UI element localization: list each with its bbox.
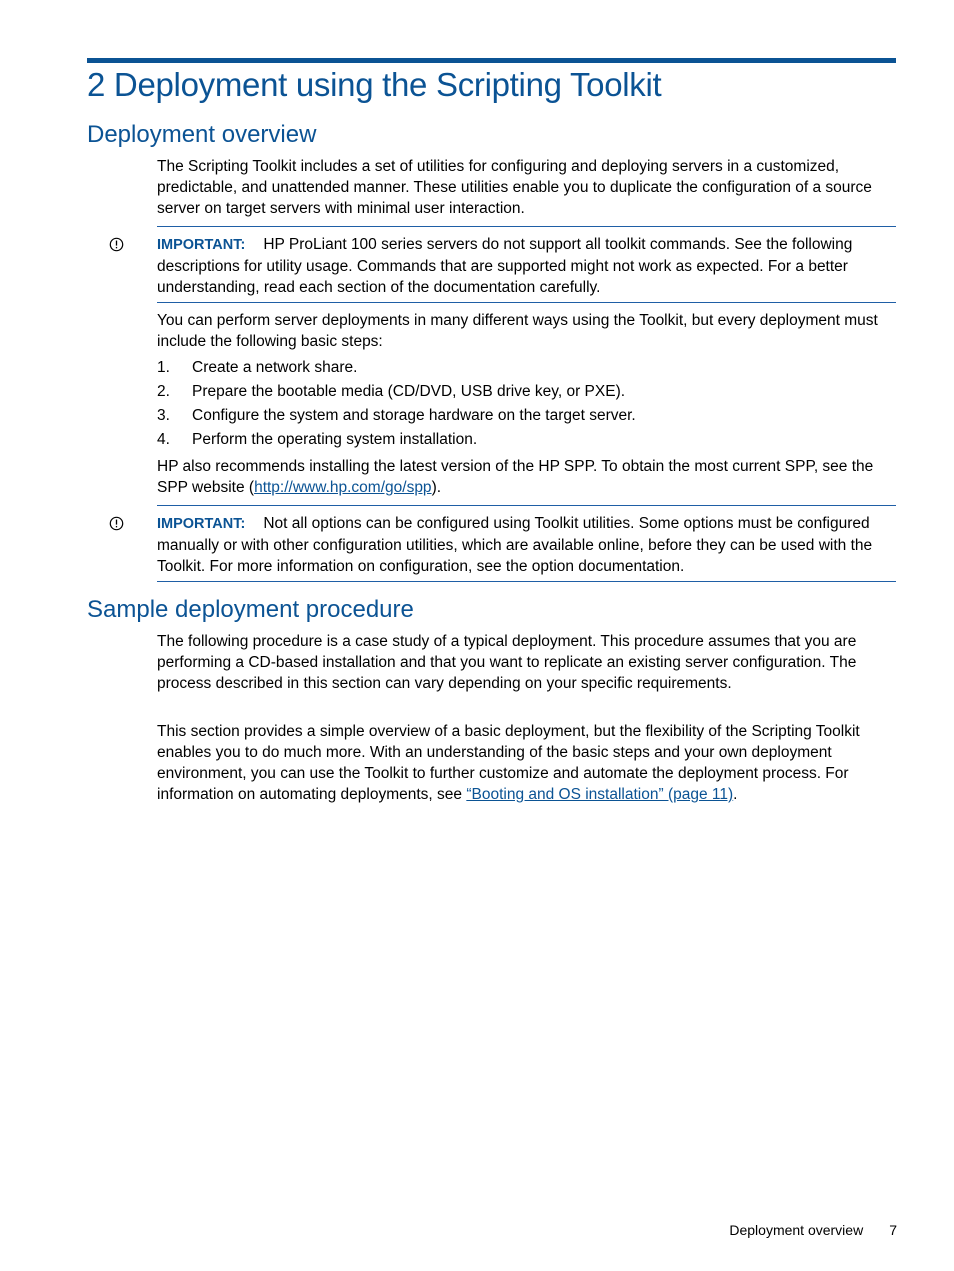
important-icon (109, 237, 124, 252)
step-number: 2. (157, 383, 170, 400)
important-note-bottom-rule (157, 302, 896, 303)
important-label: IMPORTANT: (157, 237, 246, 253)
step-text: Prepare the bootable media (CD/DVD, USB drive key, or PXE). (192, 383, 626, 400)
section-heading-sample-deployment: Sample deployment procedure (87, 596, 414, 623)
important-icon (109, 516, 124, 531)
step-text: Perform the operating system installation. (192, 431, 478, 448)
important-note-2-bottom-rule (157, 581, 896, 582)
footer-section-title: Deployment overview (729, 1222, 864, 1238)
page-number: 7 (889, 1222, 897, 1238)
booting-os-installation-link[interactable]: “Booting and OS installation” (page 11) (466, 786, 734, 803)
step-number: 4. (157, 431, 170, 448)
sample-paragraph-2-text: This section provides a simple overview of a basic deployment, but the flexibility of the Scripting Toolkit enables you to do much more. With an understanding of the basic steps and your own deployment environment, you can use the Toolkit to further customize and automate the deployment process. For information on automating deployments, see (157, 723, 860, 803)
spp-text-end: ). (431, 479, 442, 496)
important-note-2-top-rule (157, 505, 896, 506)
step-text: Create a network share. (192, 359, 358, 376)
important-note-2 (157, 513, 897, 577)
sample-paragraph-2-end: . (733, 786, 738, 803)
spp-website-link[interactable]: http://www.hp.com/go/spp (254, 479, 432, 496)
section-heading-deployment-overview: Deployment overview (87, 121, 317, 148)
steps-intro-paragraph: You can perform server deployments in many different ways using the Toolkit, but every deployment must include the following basic steps: (157, 312, 878, 350)
important-note-text: Not all options can be configured using Toolkit utilities. Some options must be configured manually or with other configuration utilities, which are available online, before they can be used with the Toolkit. For more information on configuration, see the option documentation. (157, 515, 873, 575)
important-note-1 (157, 234, 897, 298)
list-item (157, 357, 897, 379)
spp-paragraph (157, 456, 897, 498)
list-item (157, 429, 897, 451)
list-item (157, 381, 897, 403)
overview-intro-paragraph: The Scripting Toolkit includes a set of utilities for configuring and deploying servers in a customized, predictable, and unattended manner. These utilities enable you to duplicate the configuration of a source server on target servers with minimal user interaction. (157, 158, 872, 217)
step-text: Configure the system and storage hardware on the target server. (192, 407, 636, 424)
step-number: 1. (157, 359, 170, 376)
sample-paragraph-1: The following procedure is a case study of a typical deployment. This procedure assumes that you are performing a CD-based installation and that you want to replicate an existing server configuration. The process described in this section can vary depending on your specific requirements. (157, 633, 857, 692)
important-label: IMPORTANT: (157, 516, 246, 532)
chapter-title: 2 Deployment using the Scripting Toolkit (87, 66, 662, 103)
sample-paragraph-2 (157, 721, 897, 805)
spp-text: HP also recommends installing the latest version of the HP SPP. To obtain the most current SPP, see the SPP website ( (157, 458, 874, 496)
important-note-top-rule (157, 226, 896, 227)
step-number: 3. (157, 407, 170, 424)
important-note-text: HP ProLiant 100 series servers do not support all toolkit commands. See the following descriptions for utility usage. Commands that are supported might not work as expected. For a better understanding, read each section of the documentation carefully. (157, 236, 853, 296)
page-footer (729, 1222, 897, 1238)
list-item (157, 405, 897, 427)
